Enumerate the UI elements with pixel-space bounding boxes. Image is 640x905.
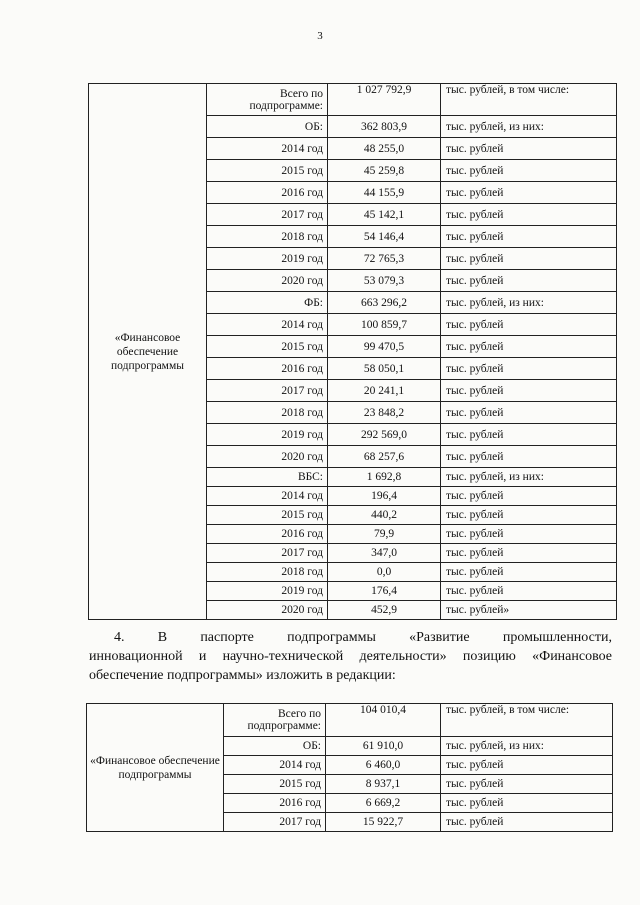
period-cell: 2016 год [207, 358, 328, 380]
amount-cell: 23 848,2 [328, 402, 441, 424]
table-row [87, 704, 613, 737]
item-4-paragraph [89, 628, 612, 685]
unit-cell: тыс. рублей [441, 270, 617, 292]
period-cell: 2015 год [224, 775, 326, 794]
amount-cell: 196,4 [328, 487, 441, 506]
amount-cell: 663 296,2 [328, 292, 441, 314]
unit-cell: тыс. рублей [441, 204, 617, 226]
unit-cell: тыс. рублей [441, 446, 617, 468]
amount-cell: 79,9 [328, 525, 441, 544]
amount-cell: 54 146,4 [328, 226, 441, 248]
period-cell: Всего по подпрограмме: [224, 704, 326, 737]
period-cell: 2015 год [207, 160, 328, 182]
period-cell: ВБС: [207, 468, 328, 487]
section-label: «Финансовое обеспечение подпрограммы [87, 704, 224, 832]
unit-cell: тыс. рублей, из них: [441, 292, 617, 314]
period-cell: 2016 год [224, 794, 326, 813]
table-row [89, 84, 617, 116]
section-label: «Финансовое обеспечение подпрограммы [89, 84, 207, 620]
unit-cell: тыс. рублей, из них: [441, 468, 617, 487]
item-4-first-line [89, 628, 612, 647]
period-cell: 2017 год [207, 544, 328, 563]
financing-table-1 [88, 83, 617, 620]
amount-cell: 1 027 792,9 [328, 84, 441, 116]
period-cell: 2017 год [207, 380, 328, 402]
unit-cell: тыс. рублей [441, 563, 617, 582]
amount-cell: 15 922,7 [326, 813, 441, 832]
unit-cell: тыс. рублей [441, 248, 617, 270]
unit-cell: тыс. рублей [441, 544, 617, 563]
period-cell: 2014 год [207, 314, 328, 336]
period-cell: 2016 год [207, 525, 328, 544]
unit-cell: тыс. рублей, из них: [441, 116, 617, 138]
amount-cell: 0,0 [328, 563, 441, 582]
unit-cell: тыс. рублей [441, 424, 617, 446]
period-cell: ОБ: [224, 737, 326, 756]
period-cell: 2016 год [207, 182, 328, 204]
period-cell: 2020 год [207, 601, 328, 620]
item-4-word: подпрограммы [287, 630, 376, 645]
period-cell: 2017 год [224, 813, 326, 832]
unit-cell: тыс. рублей [441, 402, 617, 424]
unit-cell: тыс. рублей [441, 506, 617, 525]
unit-cell: тыс. рублей [441, 487, 617, 506]
amount-cell: 292 569,0 [328, 424, 441, 446]
amount-cell: 20 241,1 [328, 380, 441, 402]
amount-cell: 6 460,0 [326, 756, 441, 775]
period-cell: 2017 год [207, 204, 328, 226]
unit-cell: тыс. рублей [441, 160, 617, 182]
amount-cell: 347,0 [328, 544, 441, 563]
item-4-word: паспорте [200, 630, 254, 645]
period-cell: 2019 год [207, 582, 328, 601]
unit-cell: тыс. рублей, в том числе: [441, 704, 613, 737]
unit-cell: тыс. рублей [441, 182, 617, 204]
period-cell: 2014 год [207, 487, 328, 506]
amount-cell: 48 255,0 [328, 138, 441, 160]
item-4-word: «Развитие [409, 630, 470, 645]
amount-cell: 99 470,5 [328, 336, 441, 358]
item-4-word: промышленности, [502, 630, 612, 645]
amount-cell: 176,4 [328, 582, 441, 601]
amount-cell: 58 050,1 [328, 358, 441, 380]
unit-cell: тыс. рублей [441, 138, 617, 160]
unit-cell: тыс. рублей [441, 813, 613, 832]
amount-cell: 44 155,9 [328, 182, 441, 204]
amount-cell: 45 259,8 [328, 160, 441, 182]
unit-cell: тыс. рублей [441, 336, 617, 358]
unit-cell: тыс. рублей» [441, 601, 617, 620]
amount-cell: 104 010,4 [326, 704, 441, 737]
unit-cell: тыс. рублей [441, 794, 613, 813]
period-cell: 2018 год [207, 402, 328, 424]
amount-cell: 440,2 [328, 506, 441, 525]
period-cell: 2018 год [207, 563, 328, 582]
unit-cell: тыс. рублей [441, 525, 617, 544]
period-cell: 2020 год [207, 270, 328, 292]
period-cell: 2015 год [207, 506, 328, 525]
amount-cell: 72 765,3 [328, 248, 441, 270]
unit-cell: тыс. рублей, из них: [441, 737, 613, 756]
item-number: 4. [114, 630, 125, 645]
period-cell: Всего по подпрограмме: [207, 84, 328, 116]
period-cell: 2014 год [207, 138, 328, 160]
amount-cell: 100 859,7 [328, 314, 441, 336]
unit-cell: тыс. рублей [441, 358, 617, 380]
unit-cell: тыс. рублей [441, 380, 617, 402]
amount-cell: 61 910,0 [326, 737, 441, 756]
unit-cell: тыс. рублей [441, 775, 613, 794]
period-cell: 2019 год [207, 248, 328, 270]
item-4-text: инновационной и научно-технической деятельности» позицию «Финансовое обеспечение подпрограммы» изложить в редакции: [89, 649, 612, 683]
unit-cell: тыс. рублей, в том числе: [441, 84, 617, 116]
unit-cell: тыс. рублей [441, 314, 617, 336]
period-cell: 2014 год [224, 756, 326, 775]
amount-cell: 1 692,8 [328, 468, 441, 487]
amount-cell: 68 257,6 [328, 446, 441, 468]
amount-cell: 6 669,2 [326, 794, 441, 813]
amount-cell: 452,9 [328, 601, 441, 620]
amount-cell: 53 079,3 [328, 270, 441, 292]
period-cell: ОБ: [207, 116, 328, 138]
amount-cell: 45 142,1 [328, 204, 441, 226]
unit-cell: тыс. рублей [441, 226, 617, 248]
period-cell: 2019 год [207, 424, 328, 446]
page-number: 3 [317, 30, 323, 42]
period-cell: 2020 год [207, 446, 328, 468]
unit-cell: тыс. рублей [441, 756, 613, 775]
period-cell: 2015 год [207, 336, 328, 358]
amount-cell: 8 937,1 [326, 775, 441, 794]
amount-cell: 362 803,9 [328, 116, 441, 138]
unit-cell: тыс. рублей [441, 582, 617, 601]
period-cell: ФБ: [207, 292, 328, 314]
item-4-word: В [157, 630, 168, 645]
period-cell: 2018 год [207, 226, 328, 248]
financing-table-2 [86, 703, 613, 832]
